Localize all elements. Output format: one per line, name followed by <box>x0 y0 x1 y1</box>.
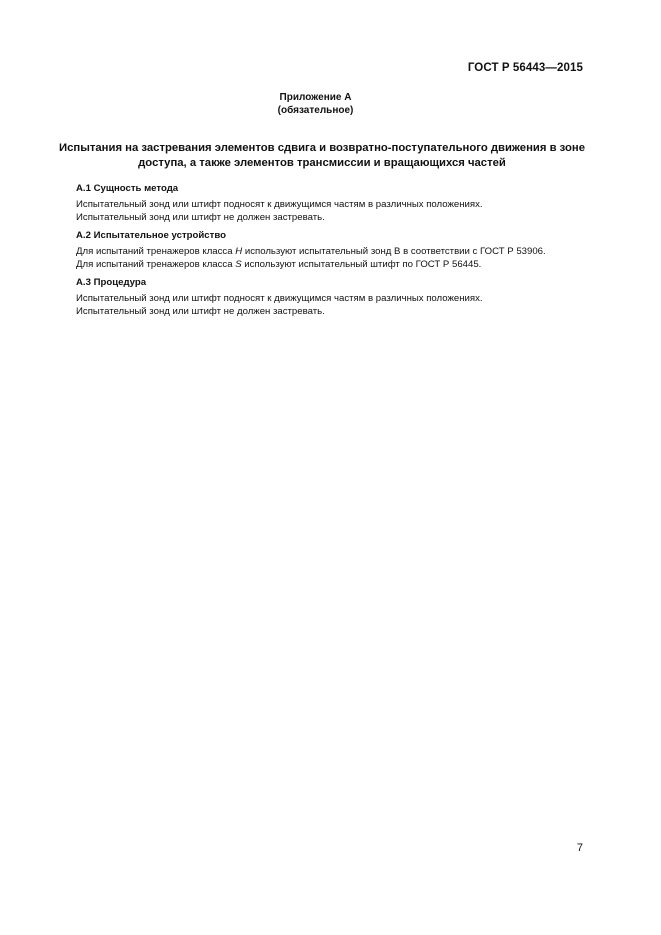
annex-label-block <box>0 91 631 117</box>
page-number: 7 <box>576 842 583 854</box>
paragraph: Испытательный зонд или штифт подносят к движущимся частям в различных положениях. <box>76 293 483 304</box>
text-run: Для испытаний тренажеров класса <box>76 246 236 257</box>
annex-title <box>44 141 600 171</box>
paragraph: Испытательный зонд или штифт подносят к движущимся частям в различных положениях. <box>76 199 483 210</box>
section-heading: А.1 Сущность метода <box>76 183 179 194</box>
class-designation: H <box>235 246 243 257</box>
annex-status: (обязательное) <box>277 105 354 116</box>
standard-code: ГОСТ Р 56443—2015 <box>467 62 583 74</box>
annex-title-line: доступа, а также элементов трансмиссии и вращающихся частей <box>138 157 506 169</box>
section-heading: А.3 Процедура <box>76 277 147 288</box>
text-run: используют испытательный зонд В в соответствии с ГОСТ Р 53906. <box>242 246 546 257</box>
section-a2 <box>76 229 596 271</box>
paragraph: Испытательный зонд или штифт не должен застревать. <box>76 212 325 223</box>
paragraph <box>76 258 596 271</box>
annex-label: Приложение А <box>279 92 352 103</box>
section-a1 <box>76 182 596 224</box>
text-run: используют испытательный штифт по ГОСТ Р 56445. <box>241 259 482 270</box>
class-designation: S <box>235 259 242 270</box>
text-run: Для испытаний тренажеров класса <box>76 259 236 270</box>
paragraph <box>76 245 596 258</box>
section-heading: А.2 Испытательное устройство <box>76 230 226 241</box>
section-a3 <box>76 276 596 318</box>
annex-content <box>76 182 596 323</box>
paragraph: Испытательный зонд или штифт не должен застревать. <box>76 306 325 317</box>
annex-title-line: Испытания на застревания элементов сдвига и возвратно-поступательного движения в зоне <box>58 142 585 154</box>
